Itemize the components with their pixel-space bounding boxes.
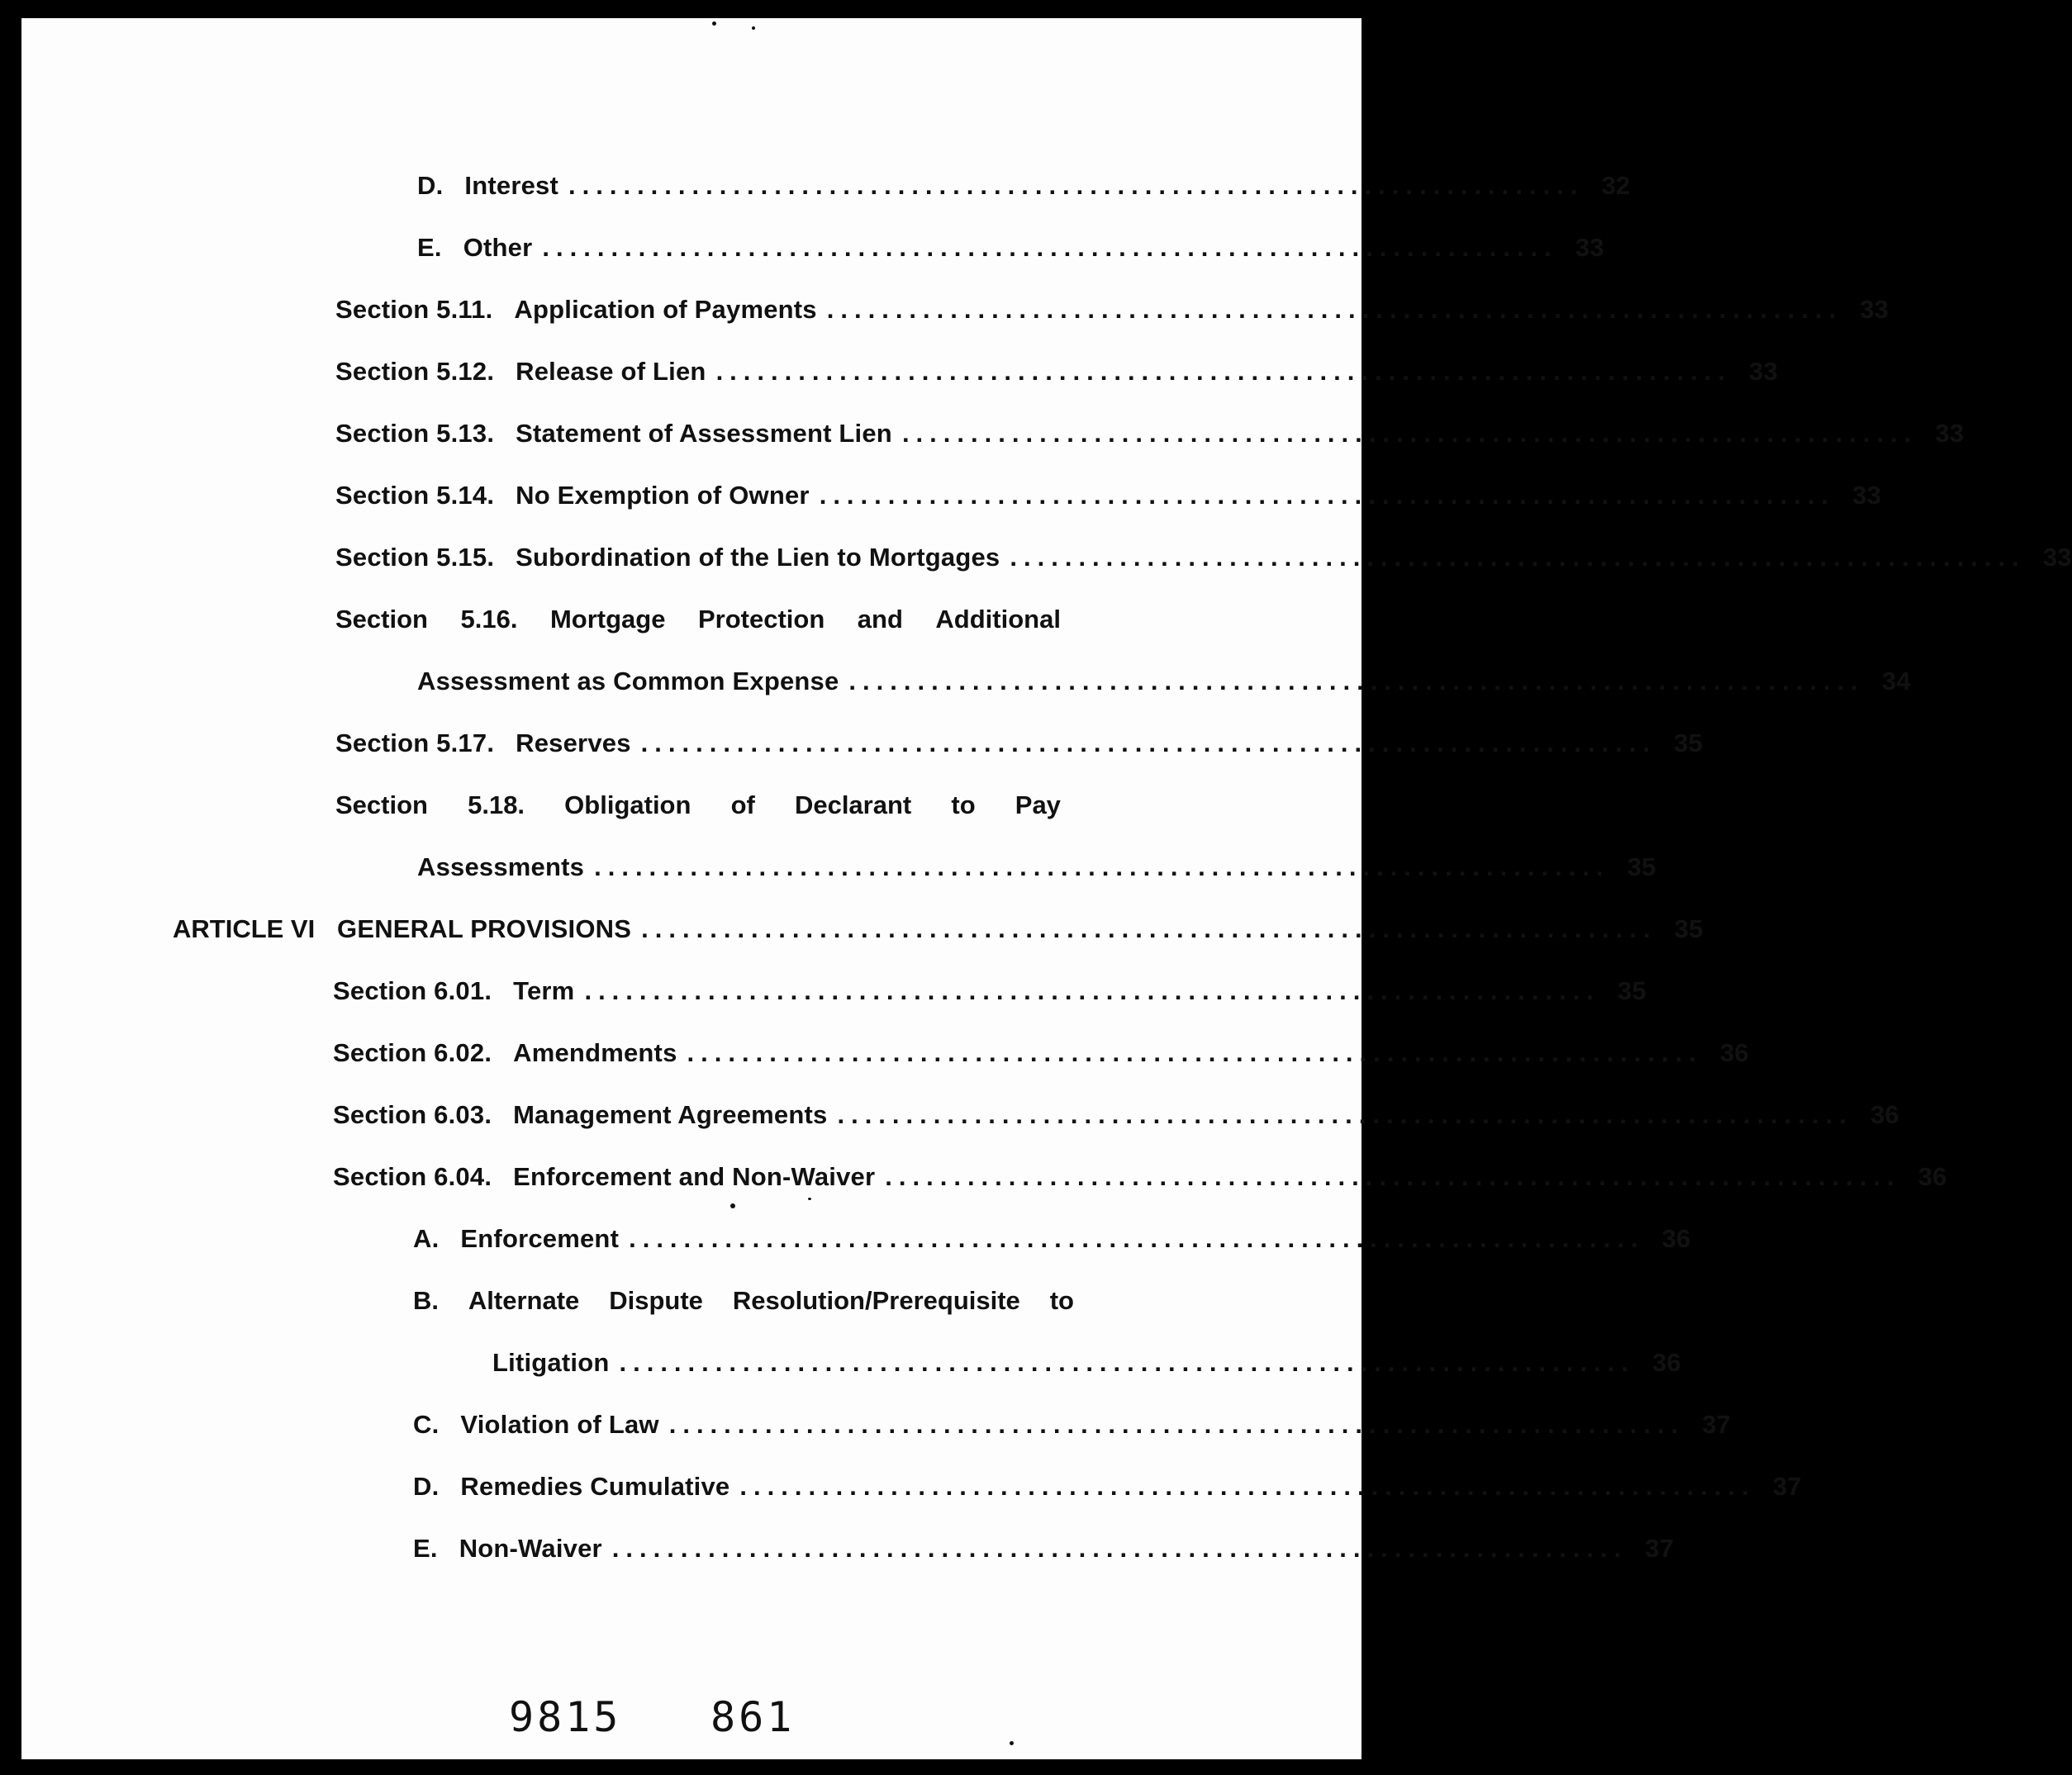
- footer-book-number: 9815: [509, 1693, 622, 1741]
- toc-entry-section-6-02: [333, 1037, 1749, 1070]
- toc-entry-d-interest: [417, 169, 1631, 202]
- toc-entry-title: Amendments: [513, 1038, 677, 1067]
- toc-entry-page: 35: [1674, 729, 1703, 757]
- toc-entry-section-6-01: [333, 975, 1647, 1008]
- toc-entry-page: 35: [1674, 914, 1704, 943]
- toc-entry-number: Section 5.15.: [335, 543, 495, 572]
- toc-entry-page: 33: [2042, 543, 2072, 572]
- toc-entry-section-5-16-line2: [417, 665, 1911, 698]
- toc-entry-title: Litigation: [492, 1348, 610, 1377]
- dot-leader: ..........................................................................: [885, 1162, 1901, 1191]
- dot-leader: ..........................................................................: [619, 1348, 1635, 1377]
- dot-leader: ..........................................................................: [611, 1534, 1628, 1563]
- toc-entry-page: 32: [1601, 171, 1631, 200]
- dot-leader: ..........................................................................: [837, 1100, 1853, 1129]
- toc-entry-title: Non-Waiver: [459, 1534, 602, 1563]
- toc-entry-page: 36: [1651, 1348, 1681, 1377]
- toc-entry-page: 36: [1870, 1100, 1899, 1129]
- toc-entry-number: E.: [413, 1534, 438, 1563]
- toc-entry-section-5-13: [335, 417, 1965, 450]
- article-label: ARTICLE VI: [173, 914, 316, 943]
- toc-entry-number: C.: [413, 1410, 440, 1439]
- toc-word: Protection: [697, 605, 825, 634]
- toc-entry-page: 34: [1881, 667, 1911, 695]
- dot-leader: ..........................................................................: [901, 419, 1918, 448]
- dot-leader: ..........................................................................: [1010, 543, 2026, 572]
- toc-word: Mortgage: [549, 605, 666, 634]
- toc-entry-number: Section 6.02.: [333, 1038, 492, 1067]
- toc-entry-page: 37: [1645, 1534, 1675, 1563]
- toc-entry-a-enforcement: [413, 1222, 1691, 1255]
- toc-entry-number: E.: [417, 233, 442, 262]
- toc-entry-number: Section 5.14.: [335, 481, 495, 510]
- toc-entry-title: No Exemption of Owner: [516, 481, 810, 510]
- toc-entry-page: 33: [1935, 419, 1965, 448]
- toc-entry-title: Management Agreements: [513, 1100, 828, 1129]
- toc-word: Section: [335, 605, 428, 634]
- dot-leader: ..........................................................................: [848, 667, 1865, 695]
- toc-entry-number: D.: [413, 1472, 440, 1501]
- toc-entry-number: Section 6.01.: [333, 976, 492, 1005]
- toc-word: Dispute: [609, 1286, 703, 1315]
- toc-entry-page: 33: [1749, 357, 1778, 386]
- toc-entry-b-adr-line1: [413, 1284, 1074, 1317]
- toc-entry-section-5-18-line1: [335, 789, 1061, 822]
- toc-entry-title: Enforcement: [460, 1224, 620, 1253]
- toc-entry-page: 33: [1860, 295, 1889, 324]
- toc-entry-page: 36: [1918, 1162, 1947, 1191]
- toc-entry-title: Enforcement and Non-Waiver: [513, 1162, 876, 1191]
- toc-entry-b-adr-line2: [492, 1346, 1681, 1379]
- dot-leader: ..........................................................................: [584, 976, 1600, 1005]
- dot-leader: ..........................................................................: [739, 1472, 1756, 1501]
- toc-entry-section-6-03: [333, 1099, 1899, 1132]
- toc-entry-page: 36: [1661, 1224, 1691, 1253]
- toc-word: Resolution/Prerequisite: [732, 1286, 1020, 1315]
- toc-word: Declarant: [794, 790, 912, 819]
- toc-entry-section-6-04: [333, 1160, 1947, 1194]
- toc-word: to: [1049, 1286, 1074, 1315]
- toc-entry-page: 33: [1575, 233, 1604, 262]
- toc-word: B.: [413, 1286, 439, 1315]
- dot-leader: ..........................................................................: [542, 233, 1558, 262]
- toc-entry-number: Section 6.03.: [333, 1100, 492, 1129]
- toc-entry-title: Assessments: [417, 852, 585, 881]
- toc-entry-number: A.: [413, 1224, 440, 1253]
- scan-speck: [730, 1203, 735, 1208]
- dot-leader: ..........................................................................: [594, 852, 1610, 881]
- toc-entry-number: Section 5.17.: [335, 729, 495, 757]
- toc-entry-number: Section 5.12.: [335, 357, 495, 386]
- toc-entry-title: Release of Lien: [516, 357, 706, 386]
- dot-leader: ..........................................................................: [568, 171, 1585, 200]
- toc-entry-section-5-16-line1: [335, 603, 1061, 636]
- toc-entry-section-5-17: [335, 727, 1703, 760]
- scan-speck: [712, 21, 716, 26]
- dot-leader: ..........................................................................: [629, 1224, 1645, 1253]
- toc-entry-section-5-12: [335, 355, 1778, 388]
- toc-entry-section-5-15: [335, 541, 2072, 574]
- toc-entry-section-5-14: [335, 479, 1882, 512]
- toc-entry-title: Remedies Cumulative: [460, 1472, 730, 1501]
- toc-entry-page: 33: [1852, 481, 1882, 510]
- toc-word: Section: [335, 790, 428, 819]
- toc-entry-title: Interest: [464, 171, 558, 200]
- dot-leader: ..........................................................................: [826, 295, 1843, 324]
- toc-word: and: [857, 605, 903, 634]
- scan-speck: [1010, 1741, 1014, 1745]
- toc-entry-number: Section 6.04.: [333, 1162, 492, 1191]
- toc-word: Additional: [935, 605, 1061, 634]
- toc-entry-title: Violation of Law: [460, 1410, 659, 1439]
- toc-entry-number: Section 5.13.: [335, 419, 495, 448]
- document-page: [21, 18, 2072, 1759]
- toc-entry-title: Other: [463, 233, 533, 262]
- toc-word: to: [951, 790, 976, 819]
- toc-entry-article-vi: [337, 913, 1704, 946]
- toc-word: Pay: [1015, 790, 1061, 819]
- toc-entry-page: 36: [1719, 1038, 1749, 1067]
- toc-entry-page: 37: [1772, 1472, 1802, 1501]
- toc-word: Obligation: [564, 790, 691, 819]
- scan-speck: [752, 26, 755, 30]
- toc-entry-page: 35: [1627, 852, 1656, 881]
- toc-entry-title: Subordination of the Lien to Mortgages: [516, 543, 1000, 572]
- toc-entry-title: Reserves: [516, 729, 631, 757]
- toc-entry-section-5-11: [335, 293, 1889, 326]
- dot-leader: ..........................................................................: [687, 1038, 1703, 1067]
- toc-entry-number: Section 5.11.: [335, 295, 493, 324]
- dot-leader: ..........................................................................: [715, 357, 1732, 386]
- toc-word: Alternate: [468, 1286, 580, 1315]
- toc-entry-title: Application of Payments: [514, 295, 817, 324]
- toc-entry-d-remedies: [413, 1470, 1802, 1503]
- toc-entry-e-nonwaiver: [413, 1532, 1675, 1565]
- toc-entry-title: Statement of Assessment Lien: [516, 419, 892, 448]
- toc-entry-title: Assessment as Common Expense: [417, 667, 839, 695]
- toc-word: 5.16.: [460, 605, 518, 634]
- toc-word: 5.18.: [468, 790, 525, 819]
- dot-leader: ..........................................................................: [668, 1410, 1685, 1439]
- toc-entry-page: 35: [1617, 976, 1647, 1005]
- dot-leader: ..........................................................................: [819, 481, 1836, 510]
- toc-entry-title: GENERAL PROVISIONS: [337, 914, 632, 943]
- toc-word: of: [730, 790, 755, 819]
- dot-leader: ..........................................................................: [640, 729, 1656, 757]
- dot-leader: ..........................................................................: [641, 914, 1657, 943]
- toc-entry-title: Term: [513, 976, 575, 1005]
- toc-entry-page: 37: [1702, 1410, 1732, 1439]
- toc-entry-c-violation: [413, 1408, 1732, 1441]
- scan-speck: [808, 1198, 811, 1200]
- footer-page-number: 861: [710, 1693, 796, 1741]
- toc-entry-section-5-18-line2: [417, 851, 1656, 884]
- toc-entry-e-other: [417, 231, 1604, 264]
- toc-entry-number: D.: [417, 171, 444, 200]
